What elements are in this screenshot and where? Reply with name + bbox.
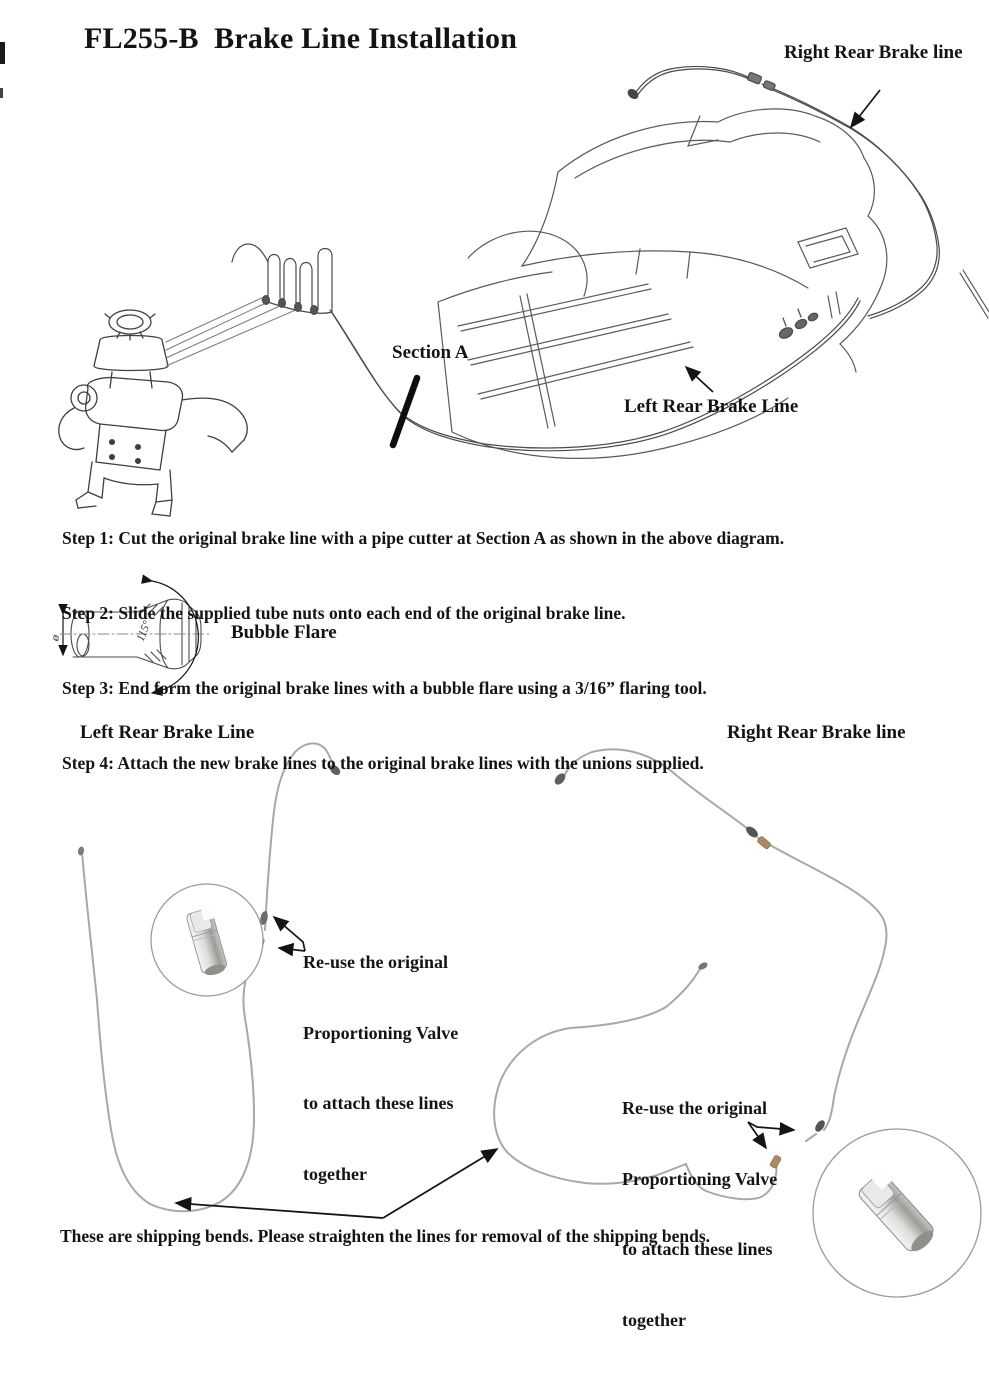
union-inset-left xyxy=(151,884,263,996)
flare-diameter-label: ø xyxy=(47,632,63,643)
step-3: Step 3: End form the original brake lines with a bubble flare using a 3/16” flaring tool. xyxy=(62,678,707,698)
reuse-note-line: together xyxy=(622,1309,686,1330)
reuse-note-line: Proportioning Valve xyxy=(622,1168,778,1189)
reuse-note-line: Proportioning Valve xyxy=(303,1022,459,1043)
scan-artifact xyxy=(0,42,5,64)
arrow-right-rear-line xyxy=(851,90,880,127)
shipping-bends-note: These are shipping bends. Please straighten the lines for removal of the shipping bends. xyxy=(60,1226,711,1246)
right-rear-brake-line-label-top: Right Rear Brake line xyxy=(784,42,963,63)
right-rear-brake-line-drawing xyxy=(626,66,989,318)
union-inset-right xyxy=(813,1129,981,1297)
reuse-note-right xyxy=(622,1050,777,1379)
reuse-note-line: to attach these lines xyxy=(303,1093,454,1113)
reuse-note-line: Re-use the original xyxy=(622,1098,767,1118)
reuse-note-line: to attach these lines xyxy=(622,1239,773,1259)
reuse-note-left xyxy=(303,904,458,1233)
bubble-flare-label: Bubble Flare xyxy=(231,622,337,643)
reuse-note-line: Re-use the original xyxy=(303,952,448,972)
scan-artifact xyxy=(0,88,3,98)
left-rear-brake-line-label-top: Left Rear Brake Line xyxy=(624,396,799,417)
lower-right-heading: Right Rear Brake line xyxy=(727,722,906,743)
section-a-cut-mark xyxy=(393,378,417,445)
step-2: Step 2: Slide the supplied tube nuts onto each end of the original brake line. xyxy=(62,603,626,623)
brake-line-loop-cluster xyxy=(166,244,332,366)
left-rear-brake-line-drawing xyxy=(330,298,860,451)
arrow-left-rear-line xyxy=(686,367,713,392)
flare-angle-label: 115° xyxy=(134,619,154,644)
page-title: FL255-B Brake Line Installation xyxy=(84,22,518,55)
step-1: Step 1: Cut the original brake line with a pipe cutter at Section A as shown in the above diagram. xyxy=(62,528,785,548)
step-4: Step 4: Attach the new brake lines to the original brake lines with the unions supplied. xyxy=(62,753,704,773)
lower-left-heading: Left Rear Brake Line xyxy=(80,722,255,743)
section-a-label: Section A xyxy=(392,342,469,363)
installation-steps xyxy=(62,476,784,826)
arrows-reuse-left xyxy=(274,917,305,951)
reuse-note-line: together xyxy=(303,1163,367,1184)
